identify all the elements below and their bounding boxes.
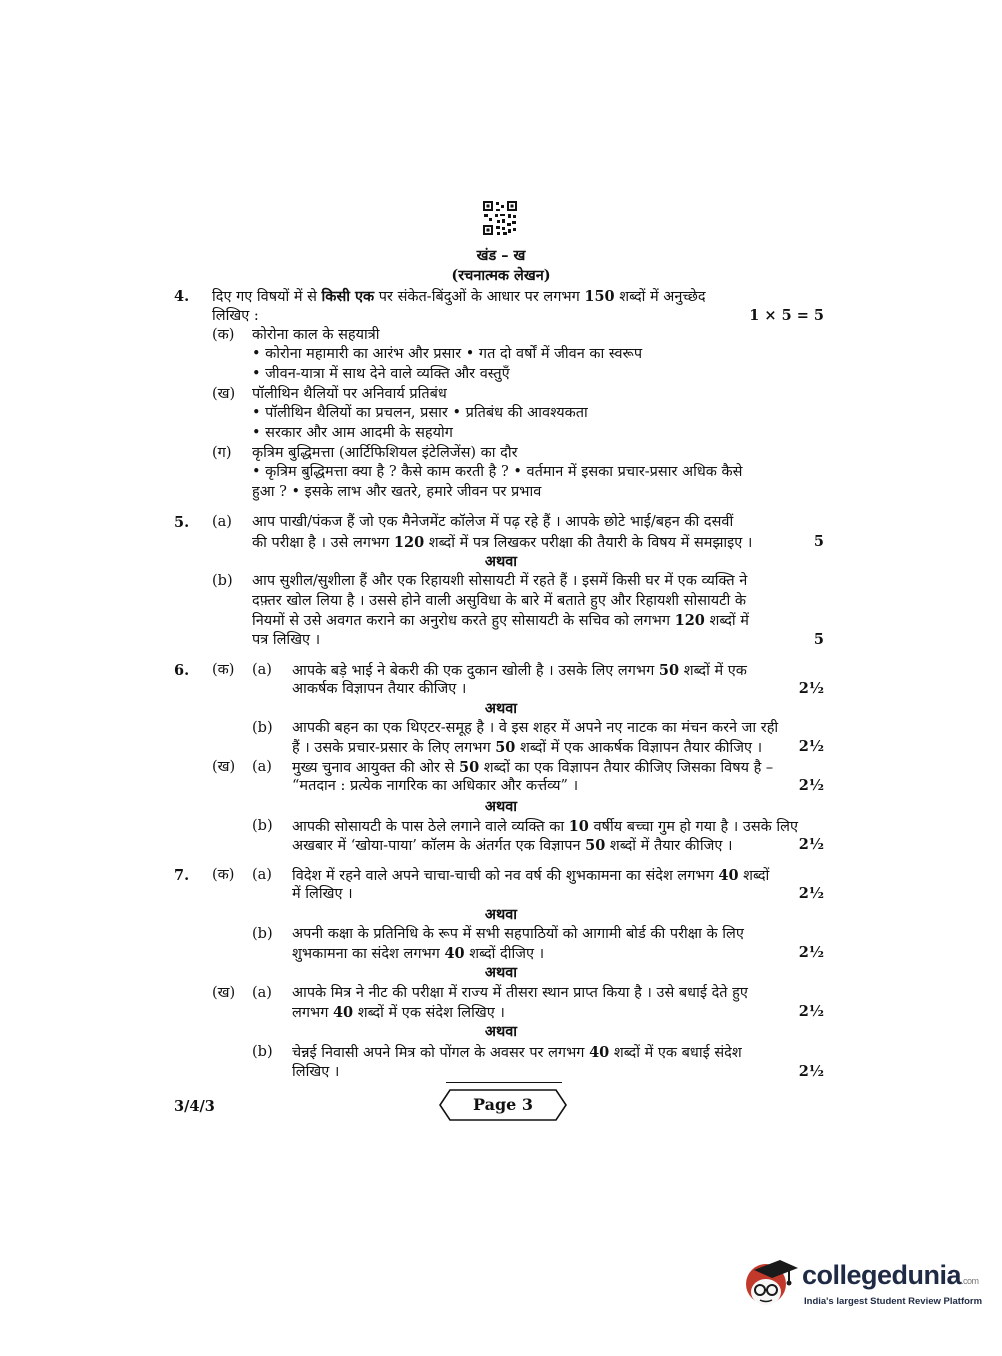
qr-code: [482, 200, 518, 236]
question-5b-line-3: नियमों से उसे अवगत कराने का अनुरोध करते हुए सोसायटी के सचिव को लगभग 120 शब्दों में: [252, 612, 749, 629]
option-label: (b): [252, 818, 273, 834]
question-7kha-b-line-1: चेन्नई निवासी अपने मित्र को पोंगल के अवसर पर लगभग 40 शब्दों में एक बधाई संदेश: [292, 1044, 742, 1061]
question-number-7: 7.: [174, 867, 190, 884]
question-7ka-a-line-1: विदेश में रहने वाले अपने चाचा-चाची को नव वर्ष की शुभकामना का संदेश लगभग 40 शब्दों: [292, 867, 770, 884]
option-label: (a): [252, 985, 272, 1001]
question-6kha-b-line-1: आपकी सोसायटी के पास ठेले लगाने वाले व्यक्ति का 10 वर्षीय बच्चा गुम हो गया है । उसके लिए: [292, 818, 798, 835]
page-number: Page 3: [472, 1095, 534, 1114]
question-5b-line-1: आप सुशील/सुशीला हैं और एक रिहायशी सोसायटी में रहते हैं । इसमें किसी घर में एक व्यक्ति ने: [252, 573, 748, 589]
option-label: (b): [252, 720, 273, 736]
marks: 2½: [798, 836, 824, 853]
option-label: (a): [252, 867, 272, 883]
question-5a-line-2: की परीक्षा है । उसे लगभग 120 शब्दों में पत्र लिखकर परीक्षा की तैयारी के विषय में समझाइए ।: [252, 534, 753, 551]
option-label: (b): [252, 1044, 273, 1060]
question-number-6: 6.: [174, 662, 190, 679]
option-label: (a): [252, 662, 272, 678]
option-label: (a): [212, 514, 232, 530]
question-6kha-b-line-2: अखबार में ‘खोया-पाया’ कॉलम के अंतर्गत एक विज्ञापन 50 शब्दों में तैयार कीजिए ।: [292, 837, 733, 854]
paper-code: 3/4/3: [174, 1098, 215, 1115]
collegedunia-logo: [740, 1250, 983, 1320]
marks: 2½: [798, 1063, 824, 1080]
topic-title: पॉलीथिन थैलियों पर अनिवार्य प्रतिबंध: [252, 386, 447, 402]
question-5a-line-1: आप पाखी/पंकज हैं जो एक मैनेजमेंट कॉलेज में पढ़ रहे हैं । आपके छोटे भाई/बहन की दसवीं: [252, 514, 734, 530]
question-5b-line-2: दफ़्तर खोल लिया है । उससे होने वाली असुविधा के बारे में बताते हुए और रिहायशी सोसायटी के: [252, 593, 746, 609]
topic-title: कृत्रिम बुद्धिमत्ता (आर्टिफिशियल इंटेलिजेंस) का दौर: [252, 445, 518, 461]
logo-wordmark: collegedunia.com: [802, 1260, 979, 1290]
question-number-4: 4.: [174, 288, 190, 305]
marks: 2½: [798, 885, 824, 902]
section-subtitle: (रचनात्मक लेखन): [451, 267, 551, 284]
question-6ka-b-line-2: हैं । उसके प्रचार-प्रसार के लिए लगभग 50 शब्दों में एक आकर्षक विज्ञापन तैयार कीजिए ।: [292, 739, 763, 756]
topic-title: कोरोना काल के सहयात्री: [252, 327, 380, 343]
topic-point: • कोरोना महामारी का आरंभ और प्रसार • गत दो वर्षों में जीवन का स्वरूप: [252, 346, 643, 362]
or-divider: अथवा: [484, 906, 518, 923]
question-5a-marks: 5: [813, 533, 824, 550]
option-label: (b): [212, 573, 233, 589]
option-label: (ख): [212, 386, 236, 402]
question-6ka-b-line-1: आपकी बहन का एक थिएटर-समूह है । वे इस शहर में अपने नए नाटक का मंचन करने जा रही: [292, 720, 779, 736]
question-4-marks: 1 × 5 = 5: [749, 307, 824, 324]
option-label: (क): [212, 662, 235, 678]
option-label: (क): [212, 867, 235, 883]
question-6ka-a-line-2: आकर्षक विज्ञापन तैयार कीजिए ।: [292, 681, 467, 697]
question-4-line-2: लिखिए :: [212, 308, 259, 324]
question-7ka-b-line-1: अपनी कक्षा के प्रतिनिधि के रूप में सभी सहपाठियों को आगामी बोर्ड की परीक्षा के लिए: [292, 926, 744, 942]
mascot-icon: [740, 1250, 800, 1316]
question-7kha-a-line-2: लगभग 40 शब्दों में एक संदेश लिखिए ।: [292, 1004, 505, 1021]
or-divider: अथवा: [484, 798, 518, 815]
option-label: (b): [252, 926, 273, 942]
topic-point: • जीवन-यात्रा में साथ देने वाले व्यक्ति और वस्तुएँ: [252, 366, 510, 382]
marks: 2½: [798, 738, 824, 755]
question-number-5: 5.: [174, 514, 190, 531]
topic-point: • सरकार और आम आदमी के सहयोग: [252, 425, 453, 441]
or-divider: अथवा: [484, 553, 518, 570]
marks: 2½: [798, 777, 824, 794]
option-label: (ख): [212, 985, 236, 1001]
option-label: (क): [212, 327, 235, 343]
section-title: खंड – ख: [476, 247, 526, 264]
question-6kha-a-line-2: “मतदान : प्रत्येक नागरिक का अधिकार और कर्त्तव्य” ।: [292, 778, 579, 794]
marks: 2½: [798, 944, 824, 961]
question-7kha-b-line-2: लिखिए ।: [292, 1064, 340, 1080]
topic-point: • कृत्रिम बुद्धिमत्ता क्या है ? कैसे काम करती है ? • वर्तमान में इसका प्रचार-प्रसार अधिक कैसे: [252, 464, 743, 480]
footer-rule: [446, 1082, 562, 1083]
topic-point: हुआ ? • इसके लाभ और खतरे, हमारे जीवन पर प्रभाव: [252, 484, 542, 500]
question-5b-marks: 5: [813, 631, 824, 648]
question-6ka-a-line-1: आपके बड़े भाई ने बेकरी की एक दुकान खोली है । उसके लिए लगभग 50 शब्दों में एक: [292, 662, 747, 679]
topic-point: • पॉलीथिन थैलियों का प्रचलन, प्रसार • प्रतिबंध की आवश्यकता: [252, 405, 588, 421]
marks: 2½: [798, 1003, 824, 1020]
option-label: (ग): [212, 445, 232, 461]
logo-tagline: India's largest Student Review Platform: [804, 1296, 983, 1307]
or-divider: अथवा: [484, 964, 518, 981]
question-5b-line-4: पत्र लिखिए ।: [252, 632, 321, 648]
question-4-line-1: दिए गए विषयों में से किसी एक पर संकेत-बिंदुओं के आधार पर लगभग 150 शब्दों में अनुच्छेद: [212, 288, 706, 305]
marks: 2½: [798, 680, 824, 697]
question-6kha-a-line-1: मुख्य चुनाव आयुक्त की ओर से 50 शब्दों का एक विज्ञापन तैयार कीजिए जिसका विषय है –: [292, 759, 774, 776]
question-7ka-b-line-2: शुभकामना का संदेश लगभग 40 शब्दों दीजिए ।: [292, 945, 545, 962]
option-label: (ख): [212, 759, 236, 775]
question-7ka-a-line-2: में लिखिए ।: [292, 886, 353, 902]
or-divider: अथवा: [484, 700, 518, 717]
option-label: (a): [252, 759, 272, 775]
or-divider: अथवा: [484, 1023, 518, 1040]
question-7kha-a-line-1: आपके मित्र ने नीट की परीक्षा में राज्य में तीसरा स्थान प्राप्त किया है । उसे बधाई देते हुए: [292, 985, 748, 1001]
